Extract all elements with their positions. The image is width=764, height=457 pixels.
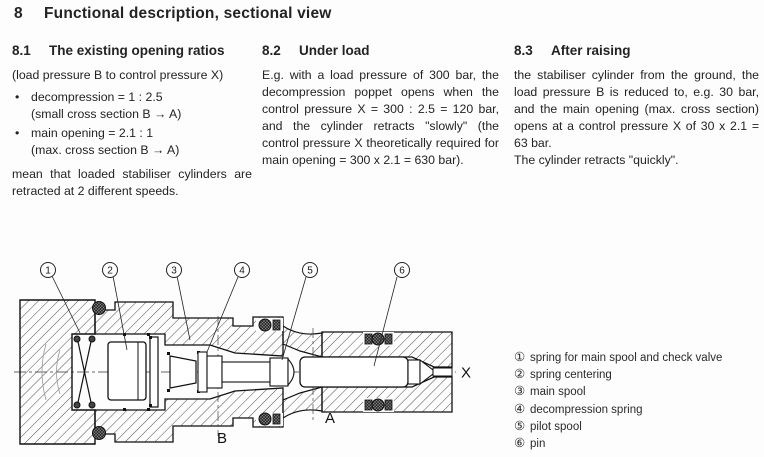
callout-number: 5 [307, 265, 313, 277]
neck-lower [283, 387, 322, 418]
spring-centering-washer [150, 337, 158, 407]
o-ring [259, 413, 271, 425]
legend-item [514, 366, 722, 383]
legend-label: spring for main spool and check valve [530, 352, 723, 364]
bullet-text [31, 89, 252, 123]
bullet-main: decompression = 1 : 2.5 [31, 90, 163, 104]
section-heading [514, 42, 759, 59]
callout-number: 6 [399, 265, 405, 277]
o-ring [93, 427, 106, 440]
callout-number: 1 [45, 265, 51, 277]
bullet-sub: (max. cross section B → A) [31, 143, 180, 157]
section-number: 8.1 [12, 43, 31, 58]
decompression-spring-seat [198, 352, 207, 392]
page-title [14, 5, 332, 23]
bullet-text [31, 125, 252, 159]
port-label-x: X [461, 364, 472, 382]
callout-number: 4 [239, 265, 245, 277]
port-label-a: A [324, 410, 336, 427]
ratio-list [12, 89, 252, 159]
chapter-number: 8 [14, 5, 23, 22]
section-body-2: The cylinder retracts "quickly". [514, 153, 679, 167]
backup-ring [365, 400, 372, 410]
legend-label: main spool [530, 386, 586, 399]
section-heading [262, 42, 499, 59]
legend-label: pilot spool [530, 420, 582, 433]
parts-legend [514, 349, 722, 452]
legend-marker: ② [514, 367, 526, 382]
sectional-drawing [0, 240, 500, 457]
backup-ring [273, 414, 280, 424]
main-spool [108, 342, 146, 400]
bullet-icon: • [15, 126, 20, 140]
o-ring [93, 302, 106, 315]
poppet-piston [207, 356, 222, 388]
bullet-main: main opening = 2.1 : 1 [31, 126, 154, 140]
legend-label: spring centering [530, 369, 612, 382]
neck-upper [283, 326, 322, 357]
section-number: 8.3 [514, 43, 533, 58]
o-ring [259, 319, 271, 331]
section-8-1 [12, 42, 252, 200]
legend-label: decompression spring [530, 403, 643, 416]
legend-marker: ⑥ [514, 436, 526, 451]
legend-marker: ① [514, 350, 526, 364]
legend-marker: ④ [514, 401, 526, 416]
section-8-2 [262, 42, 499, 169]
callout-number: 2 [107, 265, 113, 277]
legend-item [514, 418, 722, 435]
list-item [12, 89, 252, 123]
pilot-spool [222, 358, 294, 386]
port-label-b: B [216, 430, 228, 447]
section-title: After raising [551, 43, 631, 58]
section-intro: (load pressure B to control pressure X) [12, 68, 224, 82]
legend-label: pin [530, 438, 546, 451]
section-heading [12, 42, 252, 59]
bullet-icon: • [15, 90, 20, 104]
legend-item [514, 401, 722, 418]
callout-number: 3 [171, 265, 177, 277]
section-number: 8.2 [262, 43, 281, 58]
legend-marker: ③ [514, 384, 526, 399]
section-8-3 [514, 42, 759, 169]
section-title: Under load [299, 43, 370, 58]
backup-ring [365, 334, 372, 344]
legend-marker: ⑤ [514, 418, 526, 433]
chapter-title: Functional description, sectional view [44, 5, 332, 22]
backup-ring [273, 320, 280, 330]
list-item [12, 125, 252, 159]
backup-ring [385, 334, 392, 344]
section-title: The existing opening ratios [49, 43, 225, 58]
legend-item [514, 435, 722, 452]
bullet-sub: (small cross section B → A) [31, 107, 182, 121]
legend-item [514, 383, 722, 400]
o-ring [372, 399, 384, 411]
decompression-poppet [170, 356, 196, 388]
legend-item [514, 349, 722, 366]
backup-ring [385, 400, 392, 410]
section-body: E.g. with a load pressure of 300 bar, the decompression poppet opens when the control pressure X = 300 : 2.5 = 120 bar, and the cylinder retracts "slowly" (the control pressure X theoretically required for main opening = 300 x 2.1 = 630 bar). [262, 68, 499, 167]
section-outro: mean that loaded stabiliser cylinders are retracted at 2 different speeds. [12, 167, 252, 198]
section-body: the stabiliser cylinder from the ground, the load pressure B is reduced to, e.g. 30 bar, and the main opening (max. cross section) opens at a control pressure X of 30 x 2.1 = 63 bar. [514, 68, 759, 150]
